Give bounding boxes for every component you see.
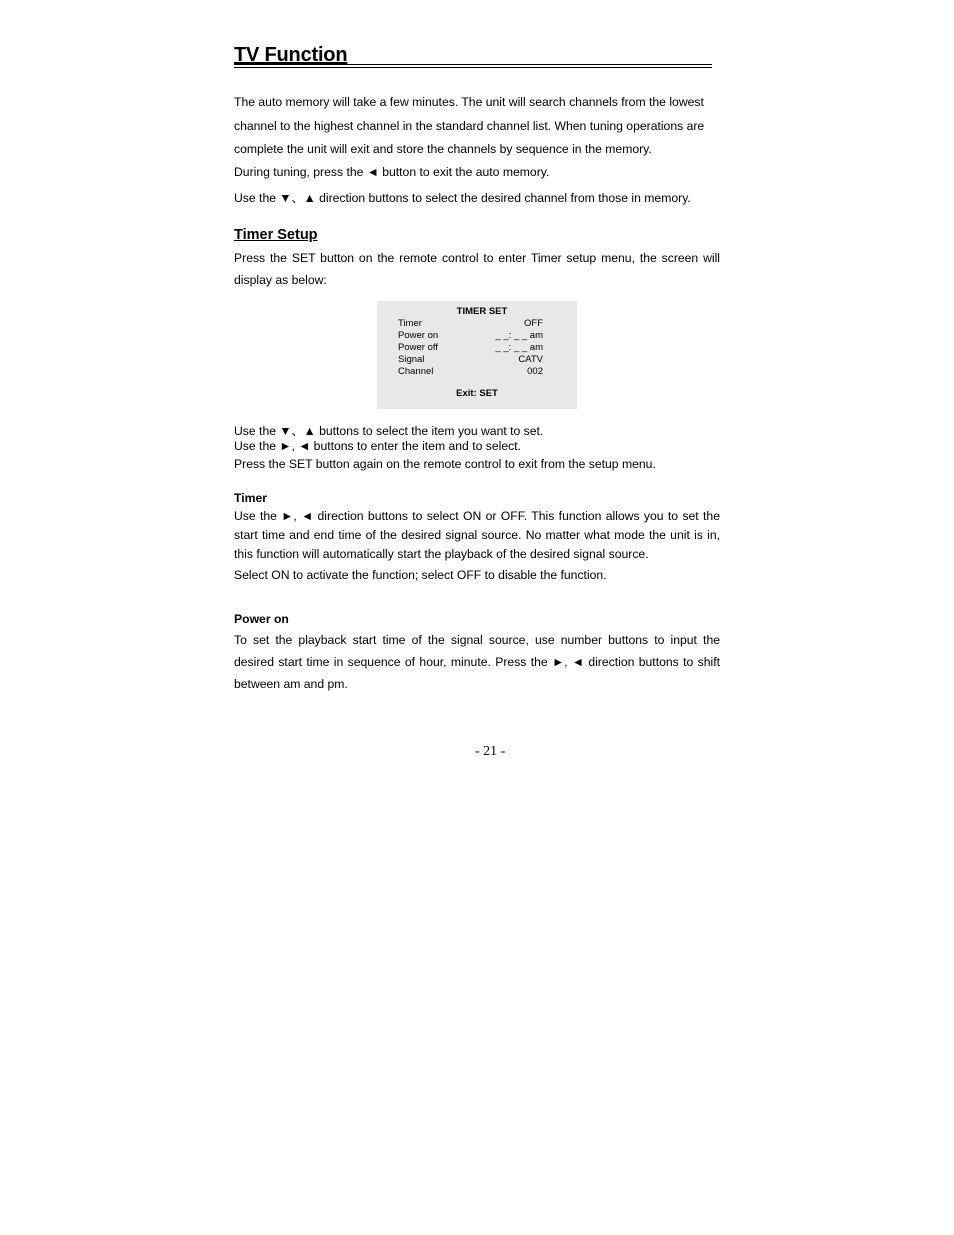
timer-setup-line: display as below:: [234, 273, 327, 287]
section-heading-timer: Timer: [234, 491, 267, 505]
page-number: - 21 -: [475, 744, 506, 759]
timer-line: Use the ►, ◄ direction buttons to select ON or OFF. This function allows you to set the: [234, 509, 720, 523]
title-rule: [234, 67, 712, 68]
timer-setup-instruction: Press the SET button again on the remote control to exit from the setup menu.: [234, 457, 656, 471]
menu-row-label: Timer: [398, 318, 422, 329]
timer-setup-line: Press the SET button on the remote control to enter Timer setup menu, the screen will: [234, 251, 720, 265]
title-rule: [234, 64, 712, 65]
section-heading-timer-setup: Timer Setup: [234, 227, 318, 243]
power-on-line: To set the playback start time of the signal source, use number buttons to input the: [234, 633, 720, 647]
menu-row-timer: [398, 318, 543, 330]
page-header: [234, 44, 712, 70]
timer-setup-instruction: Use the ▼、▲ buttons to select the item you want to set.: [234, 424, 544, 438]
menu-row-label: Power off: [398, 342, 438, 353]
timer-line: Select ON to activate the function; select OFF to disable the function.: [234, 568, 607, 582]
menu-row-value: _ _: _ _ am: [495, 330, 543, 341]
timer-line: this function will automatically start the playback of the desired signal source.: [234, 547, 649, 561]
menu-row-label: Signal: [398, 354, 425, 365]
intro-line: The auto memory will take a few minutes. The unit will search channels from the lowest: [234, 95, 704, 109]
timer-setup-instruction: Use the ►, ◄ buttons to enter the item and to select.: [234, 439, 521, 453]
intro-line: complete the unit will exit and store the channels by sequence in the memory.: [234, 142, 652, 156]
menu-row-channel: [398, 366, 543, 378]
menu-row-value: CATV: [518, 354, 543, 365]
power-on-line: between am and pm.: [234, 677, 348, 691]
menu-row-value: OFF: [524, 318, 543, 329]
timer-line: start time and end time of the desired signal source. No matter what mode the unit is in,: [234, 528, 720, 542]
power-on-line: desired start time in sequence of hour, minute. Press the ►, ◄ direction buttons to shift: [234, 655, 720, 669]
section-heading-power-on: Power on: [234, 612, 289, 626]
menu-row-power-on: [398, 330, 543, 342]
menu-row-signal: [398, 354, 543, 366]
menu-row-value: 002: [527, 366, 543, 377]
menu-row-label: Power on: [398, 330, 439, 341]
menu-exit-hint: Exit: SET: [456, 388, 498, 399]
intro-line: During tuning, press the ◄ button to exit the auto memory.: [234, 165, 550, 179]
menu-row-label: Channel: [398, 366, 434, 377]
intro-line: channel to the highest channel in the standard channel list. When tuning operations are: [234, 119, 705, 133]
intro-line: Use the ▼、▲ direction buttons to select the desired channel from those in memory.: [234, 191, 691, 205]
page-title: TV Function: [234, 44, 348, 66]
menu-row-value: _ _: _ _ am: [495, 342, 543, 353]
menu-row-power-off: [398, 342, 543, 354]
timer-set-menu: [377, 301, 577, 409]
menu-title: TIMER SET: [456, 306, 508, 317]
